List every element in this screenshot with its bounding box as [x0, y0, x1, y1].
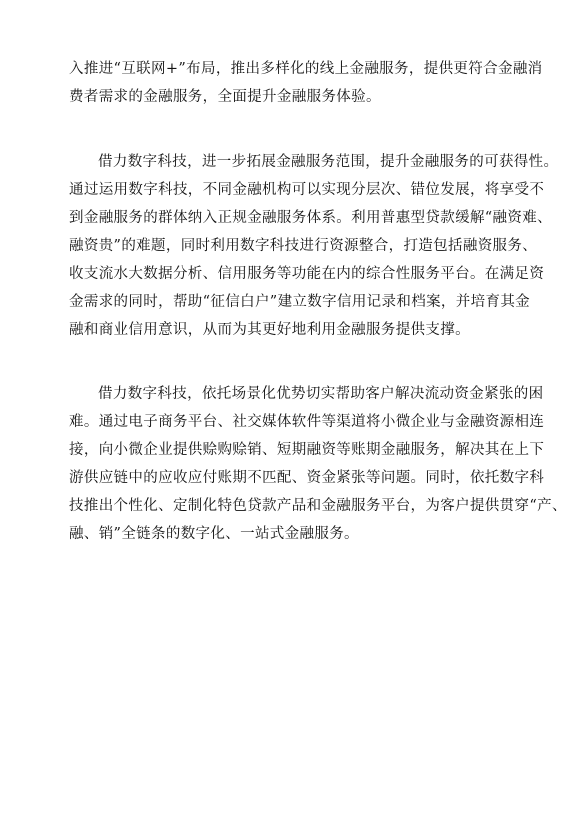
paragraph-line: 通过运用数字科技，不同金融机构可以实现分层次、错位发展，将享受不 [69, 182, 545, 198]
paragraph-line: 到金融服务的群体纳入正规金融服务体系。利用普惠型贷款缓解“融资难、 [69, 210, 552, 226]
paragraph-line: 融、销”全链条的数字化、一站式金融服务。 [69, 526, 359, 542]
paragraph-line-text: 借力数字科技，依托场景化优势切实帮助客户解决流动资金紧张的困 [98, 386, 544, 402]
paragraph-line: 游供应链中的应收应付账期不匹配、资金紧张等问题。同时，依托数字科 [69, 470, 545, 486]
paragraph-line: 接，向小微企业提供赊购赊销、短期融资等账期金融服务，解决其在上下 [69, 442, 545, 458]
paragraph-line: 融和商业信用意识，从而为其更好地利用金融服务提供支撑。 [69, 322, 470, 338]
paragraph-line [69, 148, 559, 176]
paragraph-line: 金需求的同时，帮助“征信白户”建立数字信用记录和档案，并培育其金 [69, 294, 531, 310]
paragraph-line: 收支流水大数据分析、信用服务等功能在内的综合性服务平台。在满足资 [69, 266, 545, 282]
paragraph-2 [69, 148, 559, 344]
paragraph-3 [69, 380, 567, 548]
paragraph-1 [69, 55, 543, 111]
paragraph-line [69, 380, 544, 408]
paragraph-line: 技推出个性化、定制化特色贷款产品和金融服务平台，为客户提供贯穿“产、 [69, 498, 567, 514]
paragraph-line: 难。通过电子商务平台、社交媒体软件等渠道将小微企业与金融资源相连 [69, 414, 545, 430]
paragraph-line: 入推进“互联网+”布局，推出多样化的线上金融服务，提供更符合金融消 [69, 61, 543, 77]
paragraph-line: 费者需求的金融服务，全面提升金融服务体验。 [69, 89, 381, 105]
paragraph-line-text: 借力数字科技，进一步拓展金融服务范围，提升金融服务的可获得性。 [98, 154, 559, 170]
paragraph-line: 融资贵”的难题，同时利用数字科技进行资源整合，打造包括融资服务、 [69, 238, 538, 254]
